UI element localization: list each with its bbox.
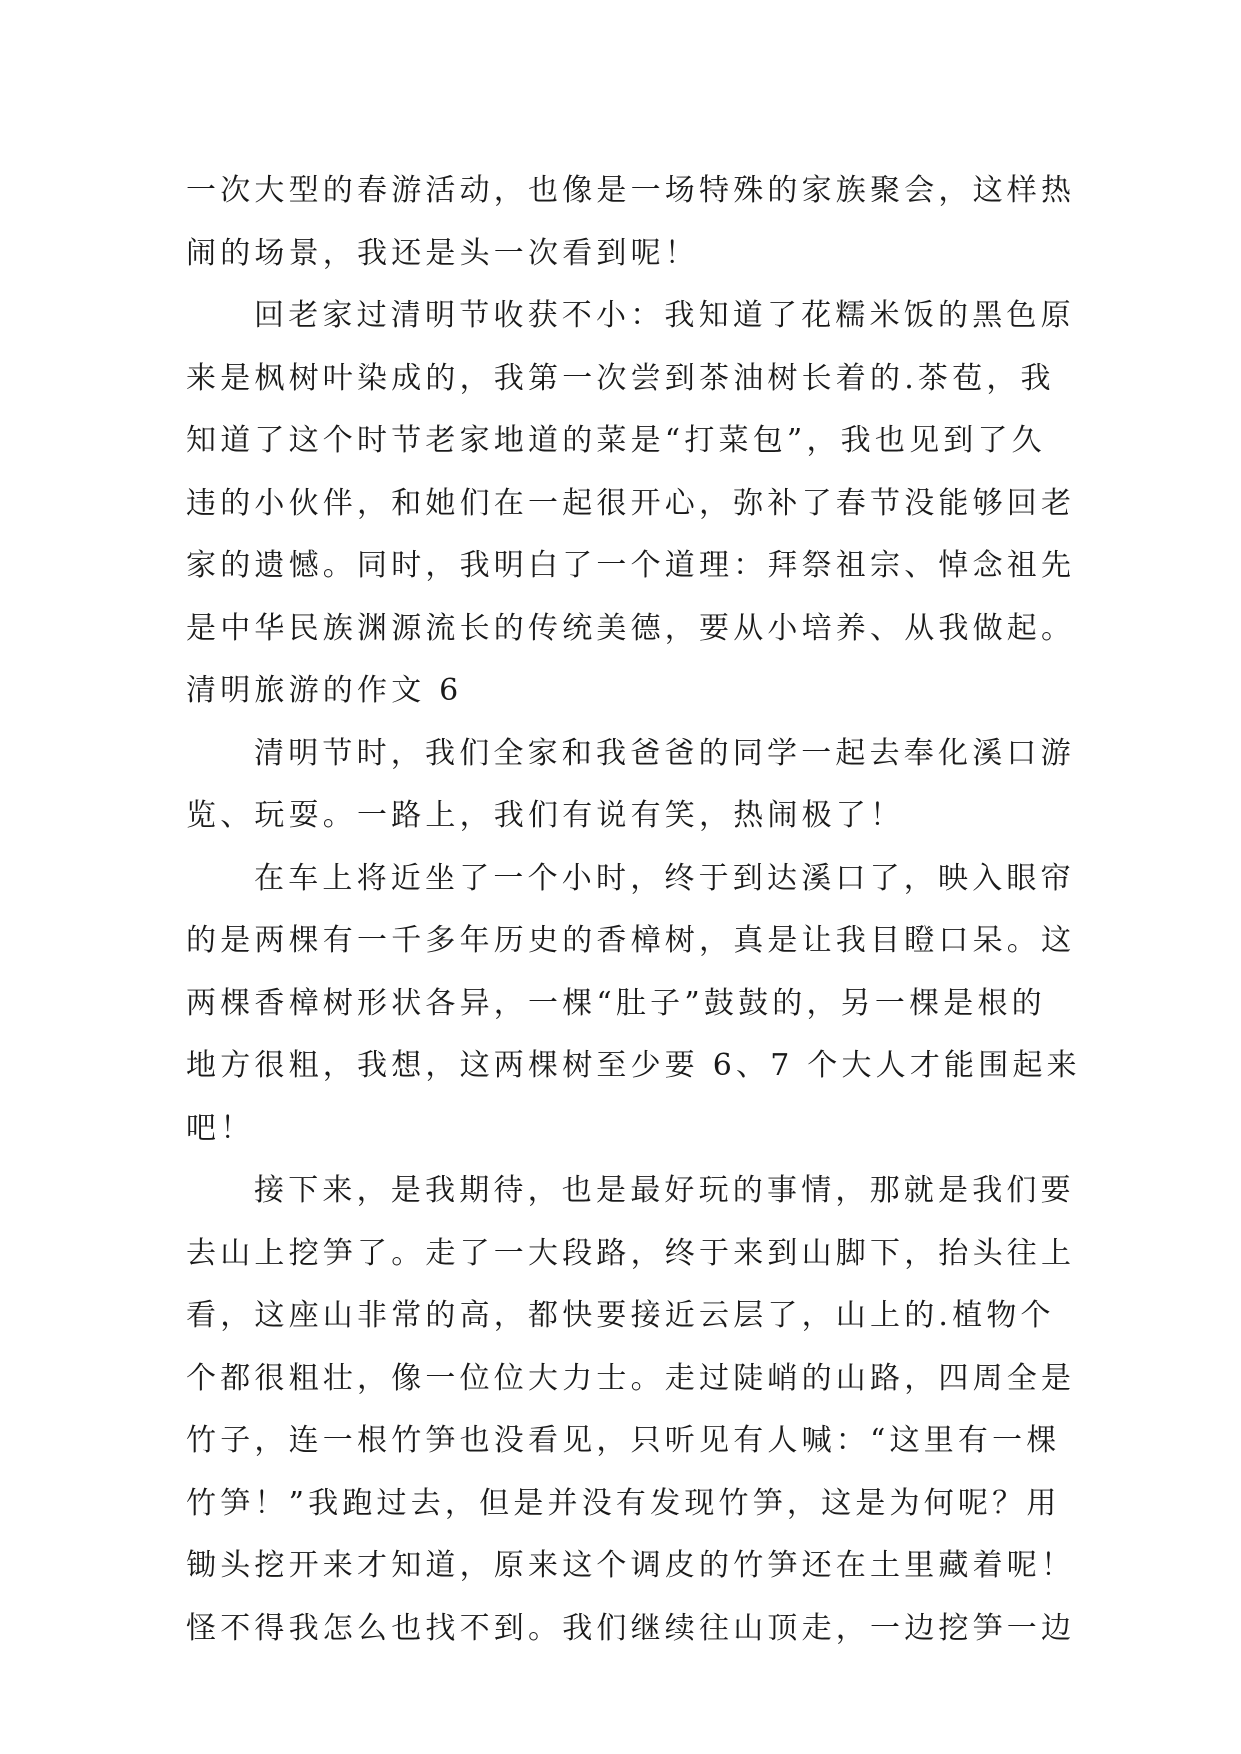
text-line: 览、玩耍。一路上，我们有说有笑，热闹极了！	[186, 798, 905, 833]
text-line: 家的遗憾。同时，我明白了一个道理：拜祭祖宗、悼念祖先	[186, 548, 1076, 583]
paragraph-first-line: 接下来，是我期待，也是最好玩的事情，那就是我们要	[254, 1173, 1075, 1208]
paragraph-first-line: 回老家过清明节收获不小：我知道了花糯米饭的黑色原	[254, 298, 1075, 333]
text-line: 竹笋！”我跑过去，但是并没有发现竹笋，这是为何呢？用	[186, 1485, 1061, 1521]
text-line: 竹子，连一根竹笋也没看见，只听见有人喊：“这里有一棵	[186, 1423, 1061, 1458]
text-line: 锄头挖开来才知道，原来这个调皮的竹笋还在土里藏着呢！	[186, 1548, 1076, 1583]
text-line: 看，这座山非常的高，都快要接近云层了，山上的.植物个	[186, 1298, 1055, 1333]
text-line: 地方很粗，我想，这两棵树至少要 6、7 个大人才能围起来	[186, 1048, 1081, 1083]
document-body	[186, 160, 1081, 1660]
text-line: 两棵香樟树形状各异，一棵“肚子”鼓鼓的，另一棵是根的	[186, 985, 1046, 1021]
text-line: 违的小伙伴，和她们在一起很开心，弥补了春节没能够回老	[186, 485, 1076, 521]
text-line: 是中华民族渊源流长的传统美德，要从小培养、从我做起。	[186, 610, 1076, 646]
text-line: 吧！	[186, 1110, 255, 1146]
text-line: 的是两棵有一千多年历史的香樟树，真是让我目瞪口呆。这	[186, 923, 1076, 958]
text-line: 来是枫树叶染成的，我第一次尝到茶油树长着的.茶苞，我	[186, 360, 1055, 396]
text-line: 去山上挖笋了。走了一大段路，终于来到山脚下，抬头往上	[186, 1235, 1076, 1271]
text-line: 知道了这个时节老家地道的菜是“打菜包”，我也见到了久	[186, 423, 1046, 458]
paragraph-first-line: 清明节时，我们全家和我爸爸的同学一起去奉化溪口游	[254, 735, 1075, 771]
text-line: 一次大型的春游活动，也像是一场特殊的家族聚会，这样热	[186, 173, 1076, 208]
text-line: 怪不得我怎么也找不到。我们继续往山顶走，一边挖笋一边	[186, 1610, 1076, 1646]
paragraph-first-line: 在车上将近坐了一个小时，终于到达溪口了，映入眼帘	[254, 860, 1075, 896]
text-line: 清明旅游的作文 6	[186, 673, 463, 708]
text-line: 个都很粗壮，像一位位大力士。走过陡峭的山路，四周全是	[186, 1360, 1076, 1396]
text-line: 闹的场景，我还是头一次看到呢！	[186, 235, 699, 271]
